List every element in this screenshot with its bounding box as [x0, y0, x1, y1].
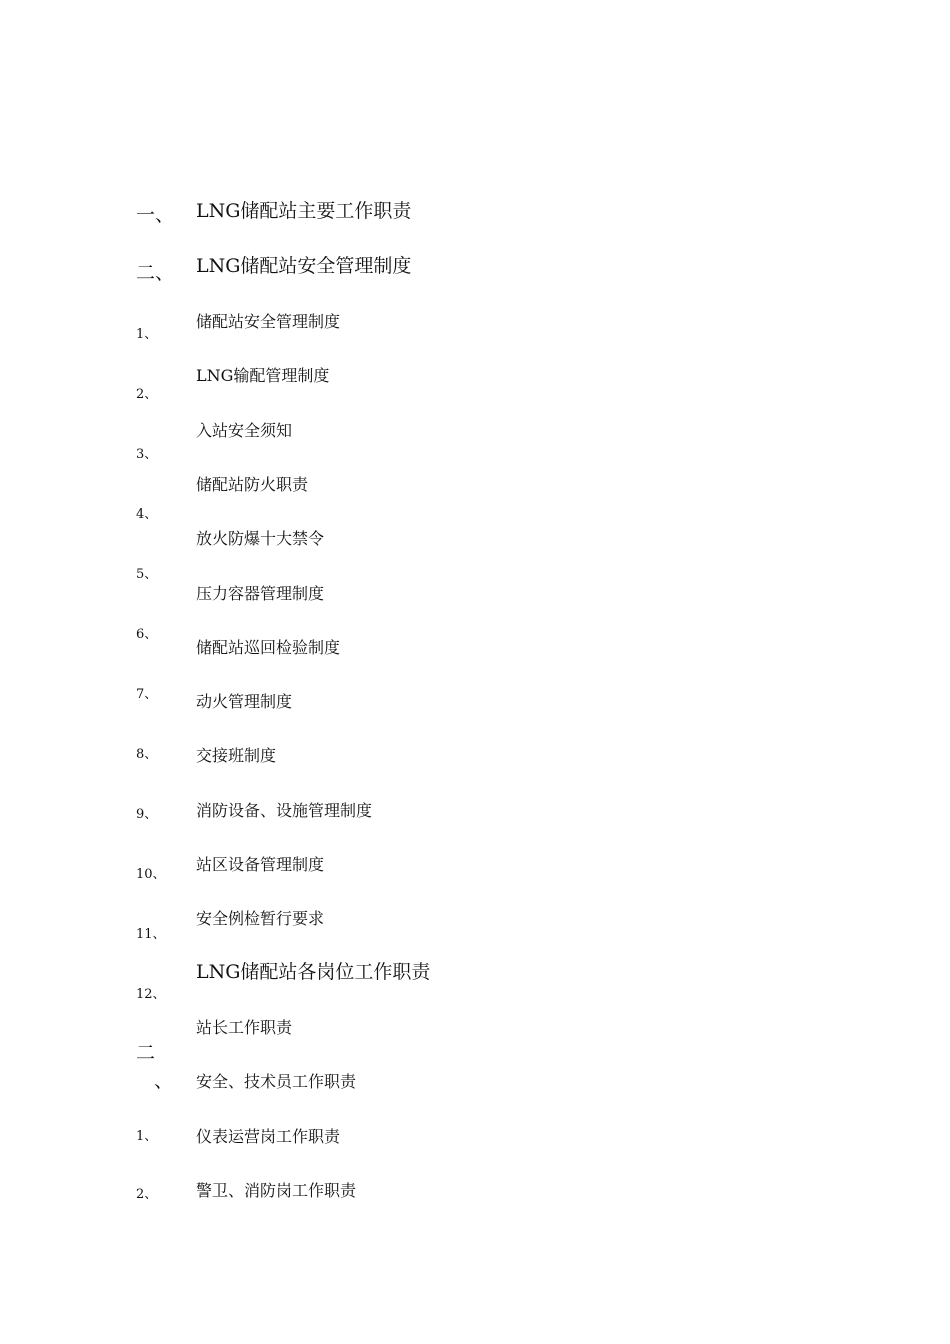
- item-text: 储配站安全管理制度: [196, 312, 341, 331]
- section-heading: LNG储配站主要工作职责: [196, 200, 412, 222]
- item-text: 动火管理制度: [196, 692, 293, 711]
- item-text: 站区设备管理制度: [196, 855, 325, 874]
- item-number: 12、: [136, 987, 166, 1002]
- item-text: 站长工作职责: [196, 1018, 293, 1037]
- item-text: 安全例检暂行要求: [196, 909, 325, 928]
- item-text: 警卫、消防岗工作职责: [196, 1181, 357, 1200]
- item-text: 储配站防火职责: [196, 475, 309, 494]
- item-number: 6、: [136, 627, 158, 642]
- item-text: 储配站巡回检验制度: [196, 638, 341, 657]
- item-number: 11、: [136, 927, 166, 942]
- section-heading: LNG储配站各岗位工作职责: [196, 961, 431, 983]
- item-number: 1、: [136, 1129, 158, 1144]
- section-number-3-mark: 、: [154, 1070, 174, 1092]
- item-text: LNG输配管理制度: [196, 366, 330, 385]
- item-number: 2、: [136, 1187, 158, 1202]
- item-number: 8、: [136, 747, 158, 762]
- item-text: 压力容器管理制度: [196, 584, 325, 603]
- item-text: 仪表运营岗工作职责: [196, 1127, 341, 1146]
- section-number-1: 一、: [136, 204, 175, 226]
- item-number: 7、: [136, 687, 158, 702]
- item-text: 入站安全须知: [196, 421, 293, 440]
- item-number: 1、: [136, 327, 158, 342]
- item-text: 交接班制度: [196, 746, 277, 765]
- section-number-3: 二: [136, 1042, 156, 1064]
- item-number: 4、: [136, 507, 158, 522]
- item-number: 10、: [136, 867, 166, 882]
- section-heading: LNG储配站安全管理制度: [196, 255, 412, 277]
- item-number: 5、: [136, 567, 158, 582]
- item-text: 放火防爆十大禁令: [196, 529, 325, 548]
- item-text: 消防设备、设施管理制度: [196, 801, 373, 820]
- item-text: 安全、技术员工作职责: [196, 1072, 357, 1091]
- item-number: 3、: [136, 447, 158, 462]
- section-number-2: 二、: [136, 262, 175, 284]
- item-number: 2、: [136, 387, 158, 402]
- item-number: 9、: [136, 807, 158, 822]
